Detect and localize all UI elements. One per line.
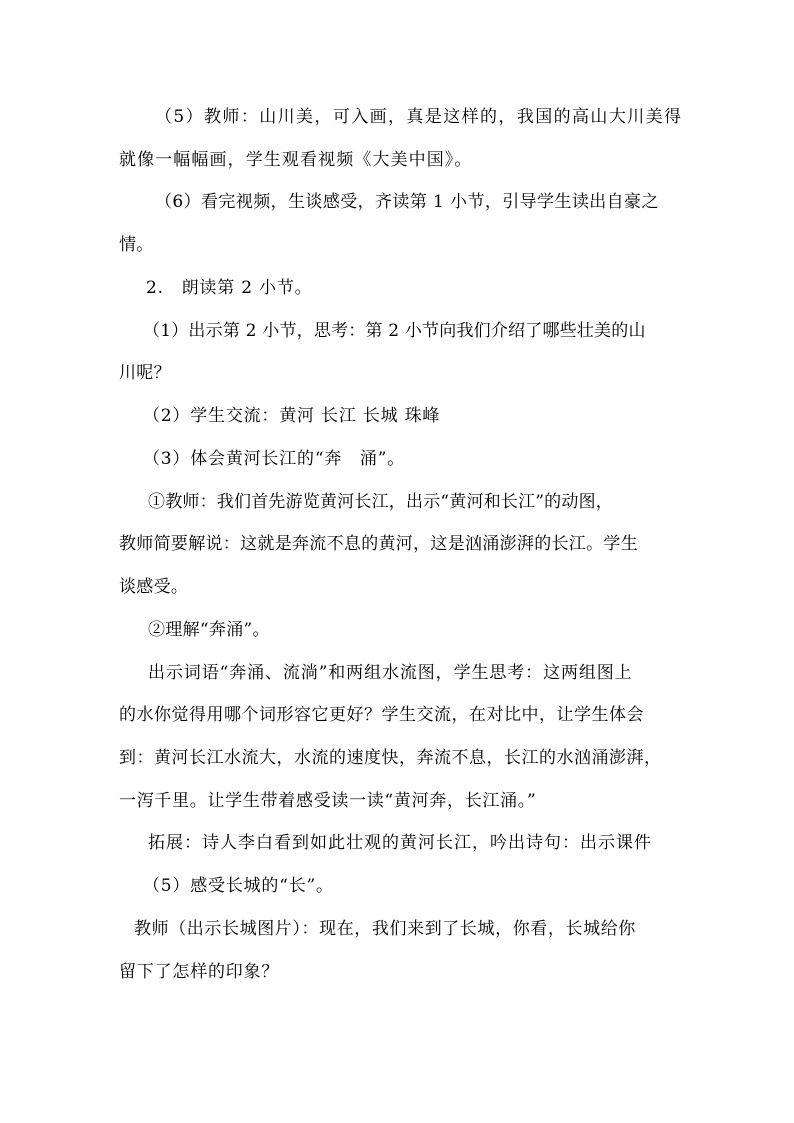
paragraph-line: （1）出示第 2 小节，思考：第 2 小节向我们介绍了哪些壮美的山 — [143, 321, 646, 341]
paragraph-line: （5）感受长城的“长”。 — [143, 876, 334, 896]
paragraph-line: ②理解“奔涌”。 — [148, 620, 270, 640]
paragraph-line: 的水你觉得用哪个词形容它更好？学生交流，在对比中，让学生体会 — [119, 705, 644, 725]
paragraph-line: 2. 朗读第 2 小节。 — [146, 278, 313, 298]
paragraph-line: 到：黄河长江水流大，水流的速度快，奔流不息，长江的水汹涌澎湃， — [119, 748, 662, 768]
paragraph-line: 教师（出示长城图片）：现在，我们来到了长城，你看，长城给你 — [134, 919, 636, 939]
paragraph-line: 谈感受。 — [119, 577, 189, 597]
paragraph-line: ①教师：我们首先游览黄河长江，出示“黄河和长江”的动图， — [148, 492, 613, 512]
paragraph-line: 川呢？ — [119, 363, 171, 383]
paragraph-line: 情。 — [119, 235, 154, 255]
paragraph-line: 就像一幅幅画，学生观看视频《大美中国》。 — [119, 150, 473, 170]
paragraph-line: 教师简要解说：这就是奔流不息的黄河，这是汹涌澎湃的长江。学生 — [119, 534, 638, 554]
paragraph-line: （6）看完视频，生谈感受，齐读第 1 小节，引导学生读出自豪之 — [155, 192, 659, 212]
paragraph-line: （2）学生交流：黄河 长江 长城 珠峰 — [143, 406, 441, 426]
paragraph-line: 一泻千里。让学生带着感受读一读“黄河奔，长江涌。” — [119, 791, 537, 811]
paragraph-line: （5）教师：山川美，可入画，真是这样的，我国的高山大川美得 — [155, 107, 683, 127]
paragraph-line: 出示词语“奔涌、流淌”和两组水流图，学生思考：这两组图上 — [148, 663, 633, 683]
paragraph-line: 留下了怎样的印象？ — [119, 962, 280, 982]
paragraph-line: 拓展：诗人李白看到如此壮观的黄河长江，吟出诗句：出示课件 — [148, 833, 652, 853]
paragraph-line: （3）体会黄河长江的“奔 涌”。 — [143, 449, 405, 469]
